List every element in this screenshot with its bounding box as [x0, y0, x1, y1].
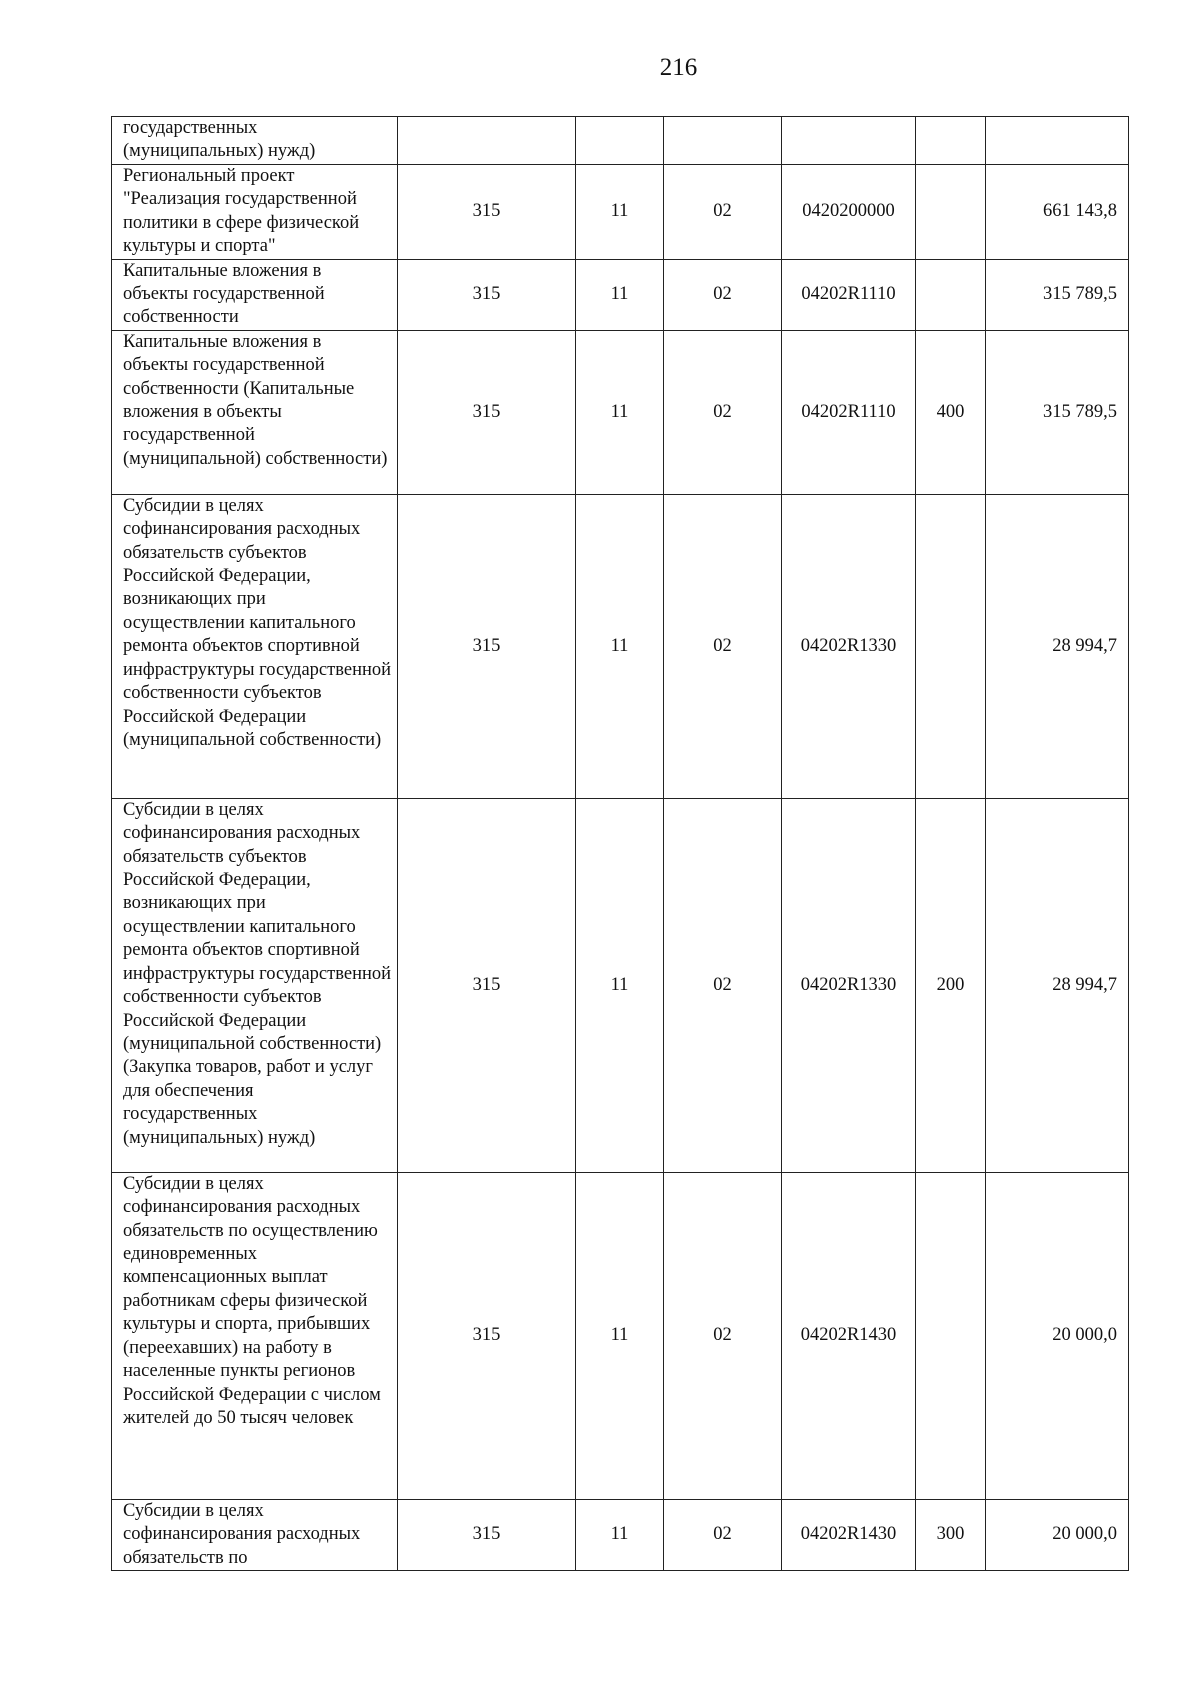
section-code: 11: [576, 330, 664, 494]
subsection-code: 02: [664, 798, 782, 1172]
section-code: 11: [576, 259, 664, 330]
ministry-code: 315: [398, 330, 576, 494]
target-item-code: 04202R1330: [782, 798, 916, 1172]
ministry-code: 315: [398, 494, 576, 798]
table-row: [112, 1499, 1129, 1570]
section-code: 11: [576, 165, 664, 260]
section-code: 11: [576, 1172, 664, 1499]
page-number: 216: [659, 54, 698, 81]
subsection-code: 02: [664, 330, 782, 494]
expense-name: Субсидии в целях софинансирования расходных обязательств по осуществлению единовременных компенсационных выплат работникам сферы физической культуры и спорта, прибывших (переехавших) на работу в населенные пункты регионов Российской Федерации с числом жителей до 50 тысяч человек: [112, 1172, 398, 1499]
expense-name: Субсидии в целях софинансирования расходных обязательств субъектов Российской Федерации, возникающих при осуществлении капитального ремонта объектов спортивной инфраструктуры государственной собственности субъектов Российской Федерации (муниципальной собственности): [112, 494, 398, 798]
amount: 28 994,7: [986, 494, 1129, 798]
target-item-code: 04202R1430: [782, 1172, 916, 1499]
table-row: [112, 330, 1129, 494]
section-code: [576, 117, 664, 165]
expense-type-code: 200: [916, 798, 986, 1172]
subsection-code: 02: [664, 259, 782, 330]
subsection-code: 02: [664, 1172, 782, 1499]
expense-type-code: [916, 1172, 986, 1499]
subsection-code: 02: [664, 165, 782, 260]
amount: 315 789,5: [986, 330, 1129, 494]
target-item-code: 04202R1110: [782, 330, 916, 494]
section-code: 11: [576, 494, 664, 798]
expense-name: Капитальные вложения в объекты государственной собственности (Капитальные вложения в объекты государственной (муниципальной) собственности): [112, 330, 398, 494]
budget-table: [111, 116, 1129, 1571]
amount: 20 000,0: [986, 1499, 1129, 1570]
table-row: [112, 494, 1129, 798]
ministry-code: 315: [398, 798, 576, 1172]
ministry-code: 315: [398, 165, 576, 260]
expense-name: Субсидии в целях софинансирования расходных обязательств субъектов Российской Федерации, возникающих при осуществлении капитального ремонта объектов спортивной инфраструктуры государственной собственности субъектов Российской Федерации (муниципальной собственности) (Закупка товаров, работ и услуг для обеспечения государственных (муниципальных) нужд): [112, 798, 398, 1172]
amount: 661 143,8: [986, 165, 1129, 260]
ministry-code: 315: [398, 259, 576, 330]
amount: [986, 117, 1129, 165]
subsection-code: 02: [664, 1499, 782, 1570]
table-row: [112, 798, 1129, 1172]
section-code: 11: [576, 798, 664, 1172]
table-row: [112, 117, 1129, 165]
target-item-code: 0420200000: [782, 165, 916, 260]
expense-name: Субсидии в целях софинансирования расходных обязательств по: [112, 1499, 398, 1570]
section-code: 11: [576, 1499, 664, 1570]
expense-type-code: 300: [916, 1499, 986, 1570]
amount: 20 000,0: [986, 1172, 1129, 1499]
table-row: [112, 259, 1129, 330]
expense-type-code: [916, 117, 986, 165]
expense-type-code: 400: [916, 330, 986, 494]
expense-type-code: [916, 165, 986, 260]
expense-name: Капитальные вложения в объекты государственной собственности: [112, 259, 398, 330]
target-item-code: 04202R1110: [782, 259, 916, 330]
table-row: [112, 1172, 1129, 1499]
subsection-code: [664, 117, 782, 165]
ministry-code: 315: [398, 1499, 576, 1570]
expense-name: государственных (муниципальных) нужд): [112, 117, 398, 165]
ministry-code: [398, 117, 576, 165]
expense-type-code: [916, 259, 986, 330]
amount: 28 994,7: [986, 798, 1129, 1172]
table-row: [112, 165, 1129, 260]
expense-type-code: [916, 494, 986, 798]
target-item-code: [782, 117, 916, 165]
target-item-code: 04202R1430: [782, 1499, 916, 1570]
amount: 315 789,5: [986, 259, 1129, 330]
ministry-code: 315: [398, 1172, 576, 1499]
expense-name: Региональный проект "Реализация государственной политики в сфере физической культуры и спорта": [112, 165, 398, 260]
target-item-code: 04202R1330: [782, 494, 916, 798]
subsection-code: 02: [664, 494, 782, 798]
